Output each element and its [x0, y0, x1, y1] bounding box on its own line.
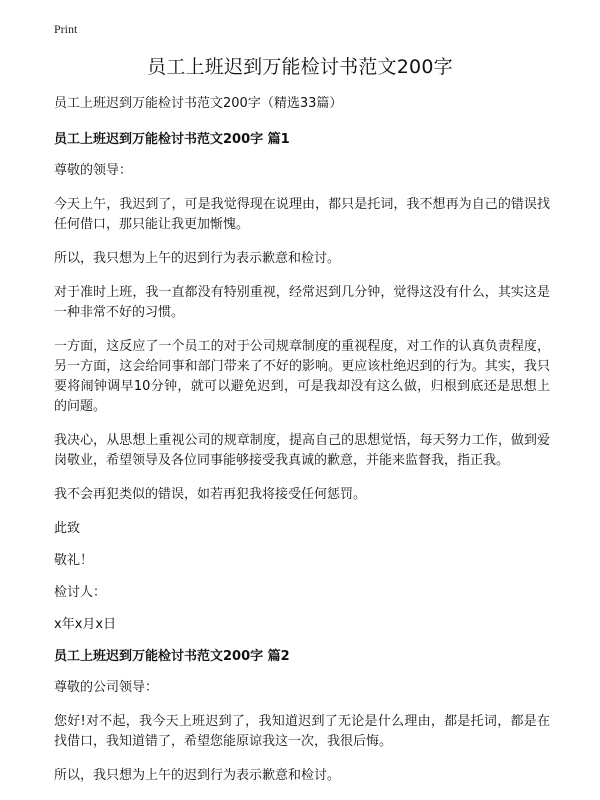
- salutation: 尊敬的公司领导：: [54, 680, 159, 695]
- paragraph: 一方面，这反应了一个员工的对于公司规章制度的重视程度，对工作的认真负责程度，另一方面，这会给同事和部门带来了不好的影响。更应该杜绝迟到的行为。其实，我只要将闹钟调早10分钟，就可以避免迟到，可是我却没有这么做，归根到底还是思想上的问题。: [54, 339, 550, 414]
- section-heading: 员工上班迟到万能检讨书范文200字 篇1: [54, 132, 290, 147]
- paragraph: 我决心，从思想上重视公司的规章制度，提高自己的思想觉悟，每天努力工作，做到爱岗敬业，希望领导及各位同事能够接受我真诚的歉意，并能来监督我，指正我。: [54, 433, 550, 468]
- paragraph: 对于准时上班，我一直都没有特别重视，经常迟到几分钟，觉得这没有什么，其实这是一种非常不好的习惯。: [54, 285, 550, 320]
- date-line: x年x月x日: [54, 617, 117, 632]
- section-2: [54, 647, 550, 786]
- closing-line: 此致: [54, 521, 81, 536]
- paragraph: 您好!对不起，我今天上班迟到了，我知道迟到了无论是什么理由，都是托词，都是在找借口，我知道错了，希望您能原谅我这一次，我很后悔。: [54, 714, 550, 749]
- document-subtitle: 员工上班迟到万能检讨书范文200字（精选33篇）: [54, 96, 343, 111]
- salutation: 尊敬的领导：: [54, 163, 133, 178]
- closing-line: 敬礼！: [54, 553, 94, 568]
- document-body: [54, 94, 550, 800]
- section-1: [54, 130, 550, 635]
- page-title: 员工上班迟到万能检讨书范文200字: [147, 56, 453, 78]
- paragraph: 所以，我只想为上午的迟到行为表示歉意和检讨。: [54, 768, 341, 783]
- paragraph: 所以，我只想为上午的迟到行为表示歉意和检讨。: [54, 251, 341, 266]
- signature-line: 检讨人：: [54, 585, 107, 600]
- paragraph: 我不会再犯类似的错误，如若再犯我将接受任何惩罚。: [54, 487, 367, 502]
- paragraph: 今天上午，我迟到了，可是我觉得现在说理由，都只是托词，我不想再为自己的错误找任何借口，那只能让我更加惭愧。: [54, 197, 550, 232]
- print-link[interactable]: Print: [54, 22, 78, 36]
- section-heading: 员工上班迟到万能检讨书范文200字 篇2: [54, 649, 290, 664]
